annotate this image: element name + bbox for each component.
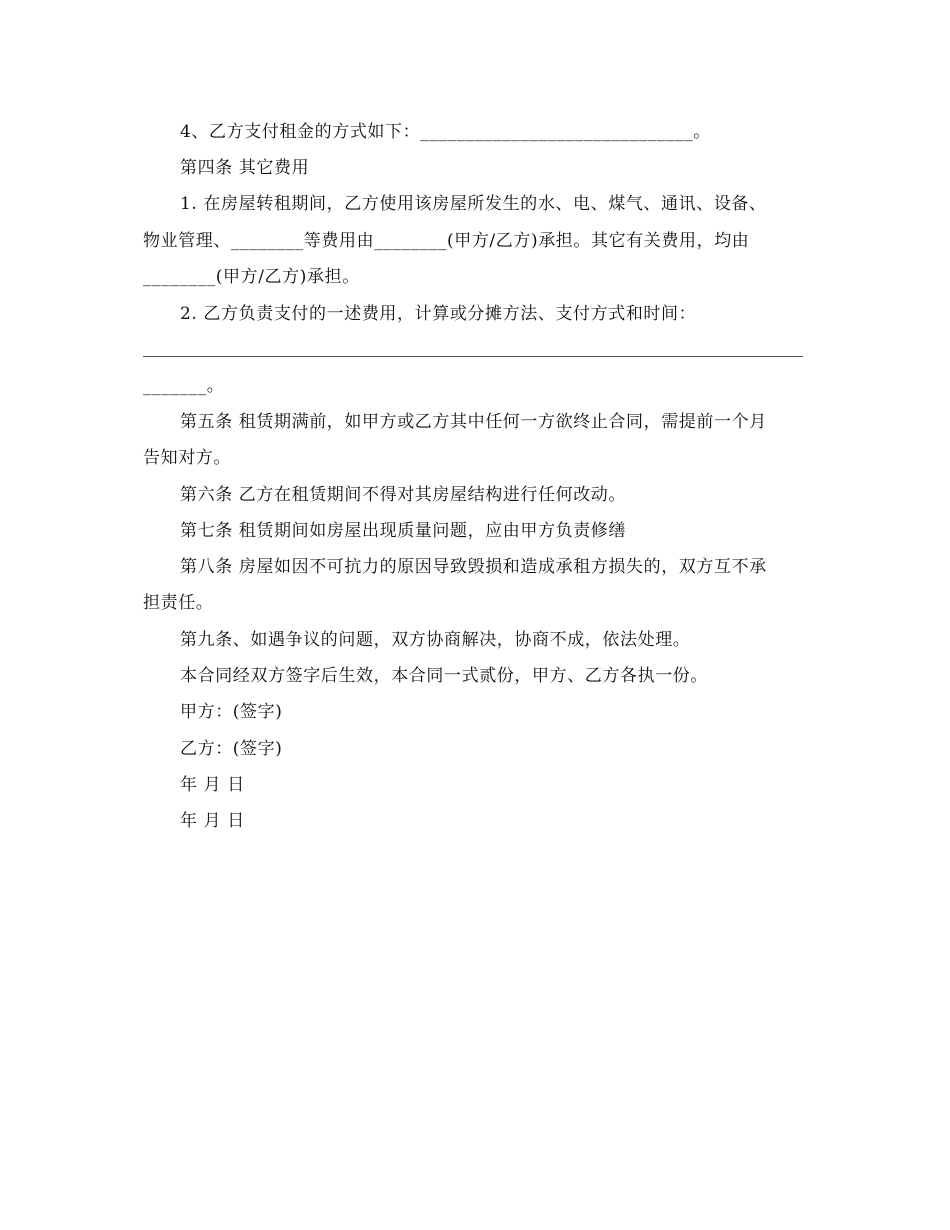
article-4-item-2-end: _______。 [143, 376, 225, 396]
article-4-item-2: 2. 乙方负责支付的一述费用，计算或分摊方法、支付方式和时间： [180, 304, 697, 324]
article-8-line-1: 第八条 房屋如因不可抗力的原因导致毁损和造成承租方损失的，双方互不承 [180, 557, 767, 577]
article-4-item-1-line-3: ________(甲方/乙方)承担。 [143, 267, 360, 287]
article-5-line-2: 告知对方。 [143, 448, 231, 468]
date-line-1: 年 月 日 [180, 775, 245, 795]
fill-in-rule [143, 356, 803, 357]
article-7: 第七条 租赁期间如房屋出现质量问题，应由甲方负责修缮 [180, 521, 627, 541]
date-line-2: 年 月 日 [180, 811, 245, 831]
payment-method-clause: 4、乙方支付租金的方式如下：______________________________。 [180, 122, 711, 142]
article-5-line-1: 第五条 租赁期满前，如甲方或乙方其中任何一方欲终止合同，需提前一个月 [180, 412, 767, 432]
article-4-heading: 第四条 其它费用 [180, 158, 310, 178]
article-8-line-2: 担责任。 [143, 593, 214, 613]
article-6: 第六条 乙方在租赁期间不得对其房屋结构进行任何改动。 [180, 485, 627, 505]
party-a-signature: 甲方：(签字) [180, 702, 283, 722]
article-4-item-1-line-1: 1. 在房屋转租期间，乙方使用该房屋所发生的水、电、煤气、通讯、设备、 [180, 194, 767, 214]
party-b-signature: 乙方：(签字) [180, 739, 283, 759]
effectiveness-clause: 本合同经双方签字后生效，本合同一式贰份，甲方、乙方各执一份。 [180, 666, 708, 686]
article-9: 第九条、如遇争议的问题，双方协商解决，协商不成，依法处理。 [180, 630, 691, 650]
article-4-item-1-line-2: 物业管理、________等费用由________(甲方/乙方)承担。其它有关费用，均由 [143, 231, 750, 251]
